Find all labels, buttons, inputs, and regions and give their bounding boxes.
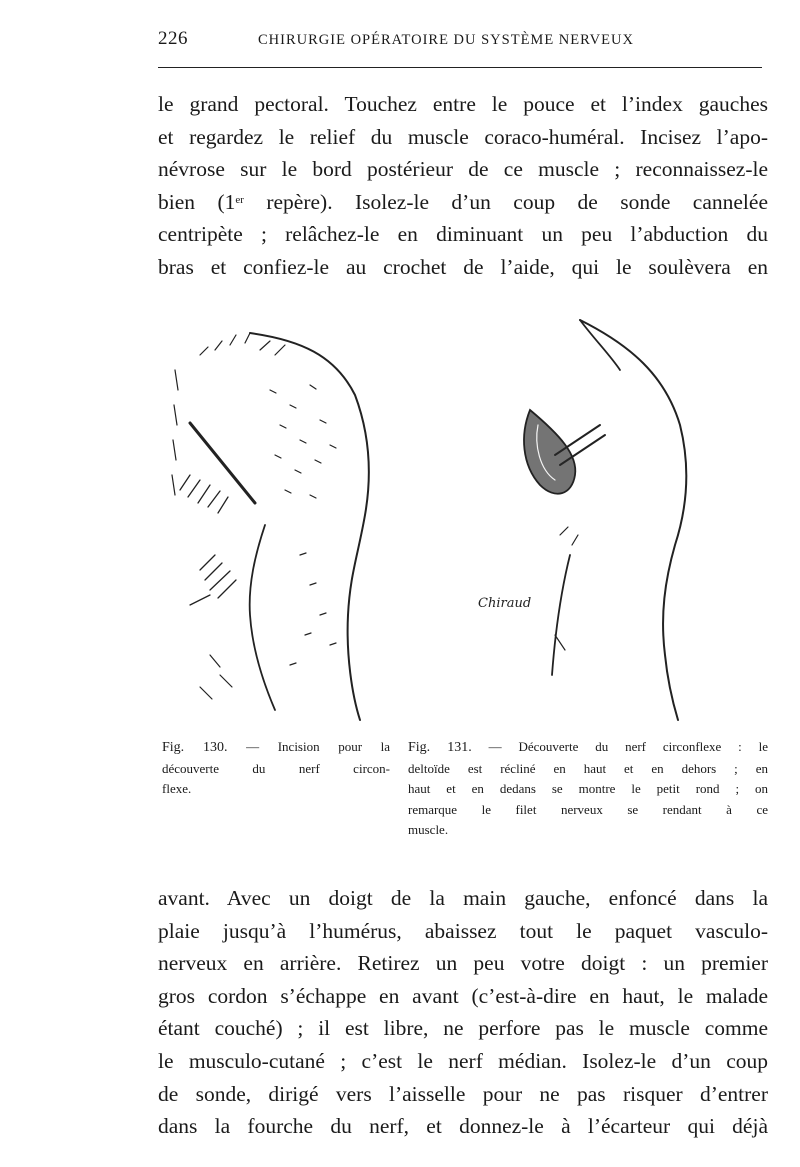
text-line: gros cordon s’échappe en avant (c’est-à-dire en haut, le malade: [158, 983, 768, 1008]
caption-line: flexe.: [162, 781, 192, 797]
text-line: plaie jusqu’à l’humérus, abaissez tout le paquet vasculo-: [158, 918, 768, 943]
caption-text: — Découverte du nerf circonflexe : le: [471, 739, 768, 754]
text-line: et regardez le relief du muscle coraco-huméral. Incisez l’apo-: [158, 124, 768, 149]
page-number: 226: [158, 28, 188, 49]
text-line: le musculo-cutané ; c’est le nerf médian. Isolez-le d’un coup: [158, 1048, 768, 1073]
text-line: névrose sur le bord postérieur de ce muscle ; reconnaissez-le: [158, 157, 768, 182]
caption-line: deltoïde est récliné en haut et en dehors ; en: [408, 760, 768, 776]
text-line: avant. Avec un doigt de la main gauche, enfoncé dans la: [158, 886, 768, 910]
caption-line: [162, 737, 390, 759]
shoulder-incision-drawing: [160, 315, 395, 723]
caption-line: [408, 737, 768, 759]
caption-line: haut et en dedans se montre le petit rond ; on: [408, 781, 768, 797]
text-line: dans la fourche du nerf, et donnez-le à l’écarteur qui déjà: [158, 1114, 768, 1139]
page-header: [158, 28, 762, 60]
figure-131-illustration: [460, 315, 700, 723]
caption-line: découverte du nerf circon-: [162, 760, 390, 776]
text-line: de sonde, dirigé vers l’aisselle pour ne pas risquer d’entrer: [158, 1081, 768, 1106]
paragraph-1: [158, 88, 768, 284]
superscript: er: [235, 193, 244, 206]
text-line: [158, 186, 768, 219]
header-rule: [158, 67, 762, 68]
text-line: le grand pectoral. Touchez entre le pouce et l’index gauches: [158, 92, 768, 116]
paragraph-2: [158, 882, 768, 1143]
figure-131-caption: [408, 737, 768, 841]
text-line: centripète ; relâchez-le en diminuant un peu l’abduction du: [158, 222, 768, 247]
caption-text: — Incision pour la: [227, 739, 390, 754]
figure-130-illustration: [160, 315, 395, 723]
figure-130-caption: [162, 737, 390, 800]
figure-label: Fig. 131.: [408, 740, 472, 755]
text-line: nerveux en arrière. Retirez un peu votre doigt : un premier: [158, 951, 768, 976]
caption-line: remarque le filet nerveux se rendant à ce: [408, 801, 768, 817]
text-line: étant couché) ; il est libre, ne perfore pas le muscle comme: [158, 1016, 768, 1041]
caption-line: muscle.: [408, 822, 449, 838]
text-fragment: repère). Isolez-le d’un coup de sonde cannelée: [243, 189, 768, 214]
deltoid-retracted-drawing: [460, 315, 700, 723]
text-line: bras et confiez-le au crochet de l’aide, qui le soulèvera en: [158, 254, 768, 279]
illustrator-signature: Chiraud: [478, 596, 532, 611]
running-head: CHIRURGIE OPÉRATOIRE DU SYSTÈME NERVEUX: [258, 32, 634, 48]
text-fragment: bien (1: [158, 189, 236, 214]
figure-label: Fig. 130.: [162, 740, 228, 755]
